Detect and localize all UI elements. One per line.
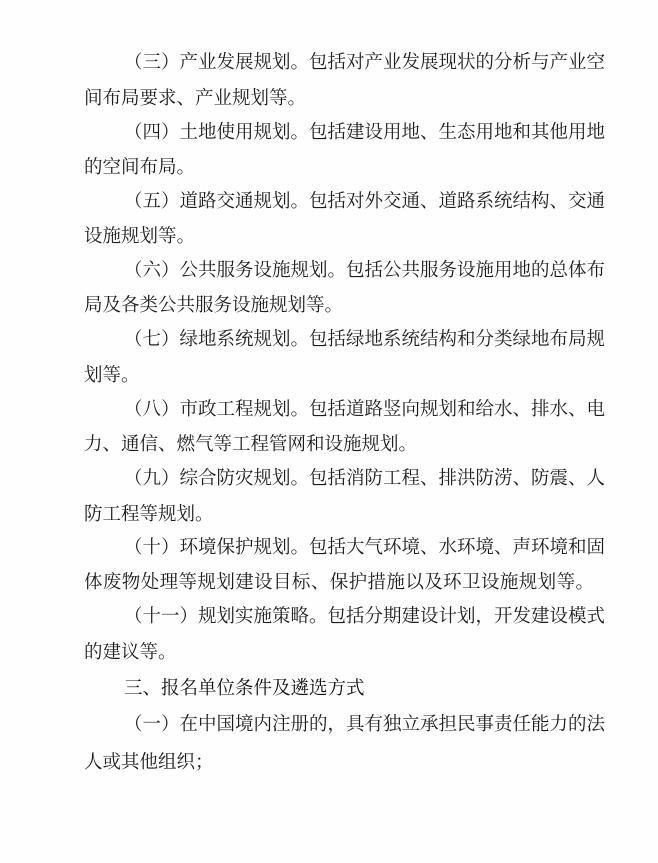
paragraph-10-line-2: 体废物处理等规划建设目标、保护措施以及环卫设施规划等。 <box>84 572 594 593</box>
paragraph-8-line-1: （八）市政工程规划。包括道路竖向规划和给水、排水、电 <box>124 399 606 420</box>
paragraph-5-line-1: （五）道路交通规划。包括对外交通、道路系统结构、交通 <box>124 191 606 212</box>
section-paragraph-line-1: （一）在中国境内注册的，具有独立承担民事责任能力的法 <box>124 714 606 735</box>
paragraph-6-line-2: 局及各类公共服务设施规划等。 <box>84 295 344 316</box>
paragraph-4-line-2: 的空间布局。 <box>84 157 196 178</box>
paragraph-9-line-2: 防工程等规划。 <box>84 504 214 525</box>
section-paragraph-line-2: 人或其他组织； <box>84 752 214 773</box>
paragraph-4-line-1: （四）土地使用规划。包括建设用地、生态用地和其他用地 <box>124 122 606 143</box>
paragraph-6-line-1: （六）公共服务设施规划。包括公共服务设施用地的总体布 <box>124 260 606 281</box>
paragraph-9-line-1: （九）综合防灾规划。包括消防工程、排洪防涝、防震、人 <box>124 468 606 489</box>
paragraph-5-line-2: 设施规划等。 <box>84 226 196 247</box>
paragraph-3-line-1: （三）产业发展规划。包括对产业发展现状的分析与产业空 <box>124 52 606 73</box>
paragraph-10-line-1: （十）环境保护规划。包括大气环境、水环境、声环境和固 <box>124 537 606 558</box>
paragraph-7-line-2: 划等。 <box>84 365 140 386</box>
paragraph-7-line-1: （七）绿地系统规划。包括绿地系统结构和分类绿地布局规 <box>124 329 606 350</box>
paragraph-8-line-2: 力、通信、燃气等工程管网和设施规划。 <box>84 434 418 455</box>
paragraph-3-line-2: 间布局要求、产业规划等。 <box>84 88 307 109</box>
section-heading: 三、报名单位条件及遴选方式 <box>124 678 365 699</box>
paragraph-11-line-1: （十一）规划实施策略。包括分期建设计划，开发建设模式 <box>124 606 606 627</box>
paragraph-11-line-2: 的建议等。 <box>84 642 177 663</box>
